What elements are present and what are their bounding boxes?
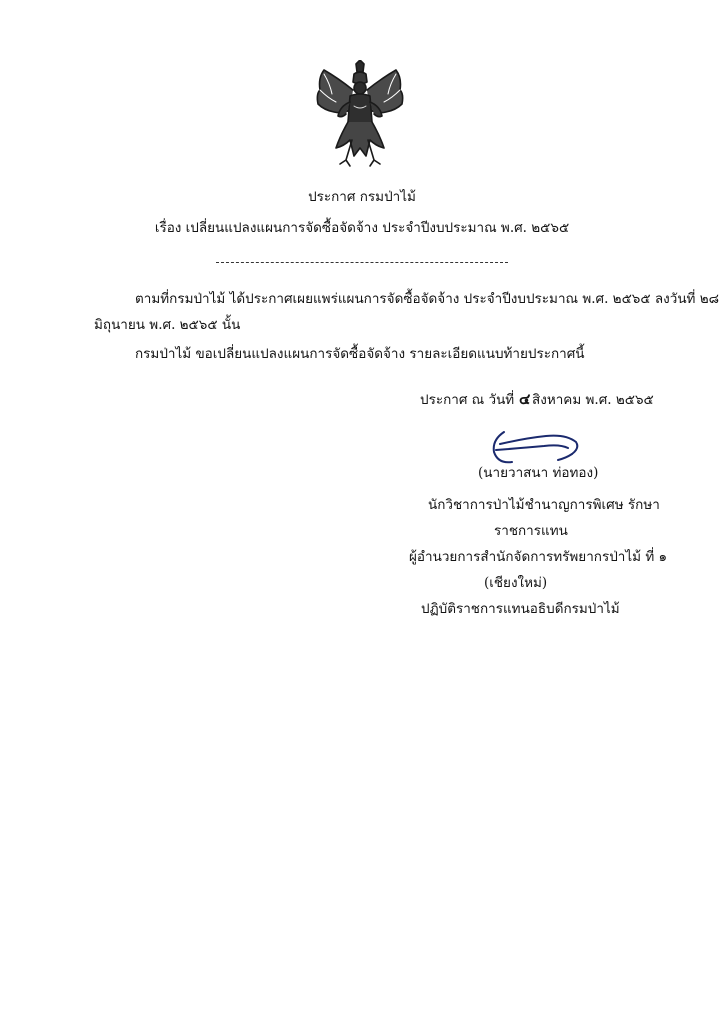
- garuda-emblem-icon: [310, 60, 410, 168]
- dashed-divider: [216, 262, 508, 263]
- signatory-position-line-2: ราชการแทน: [494, 523, 568, 539]
- signatory-name: (นายวาสนา ท่อทอง): [478, 465, 599, 481]
- handwritten-signature-icon: [486, 422, 582, 470]
- signatory-position-line-4: (เชียงใหม่): [484, 575, 548, 591]
- announcement-title: ประกาศ กรมป่าไม้: [308, 189, 416, 205]
- paragraph-1-line-1: ตามที่กรมป่าไม้ ได้ประกาศเผยแพร่แผนการจัดซื้อจัดจ้าง ประจำปีงบประมาณ พ.ศ. ๒๕๖๕ ลงวันที่ ๒๘: [135, 291, 720, 307]
- paragraph-1-line-2: มิถุนายน พ.ศ. ๒๕๖๕ นั้น: [94, 317, 241, 333]
- date-label: ประกาศ ณ วันที่: [420, 392, 515, 408]
- signatory-position-line-5: ปฏิบัติราชการแทนอธิบดีกรมป่าไม้: [421, 601, 620, 617]
- signatory-position-line-1: นักวิชาการป่าไม้ชำนาญการพิเศษ รักษา: [428, 497, 660, 513]
- paragraph-2: กรมป่าไม้ ขอเปลี่ยนแปลงแผนการจัดซื้อจัดจ้าง รายละเอียดแนบท้ายประกาศนี้: [135, 346, 585, 362]
- announcement-subject: เรื่อง เปลี่ยนแปลงแผนการจัดซื้อจัดจ้าง ประจำปีงบประมาณ พ.ศ. ๒๕๖๕: [154, 220, 570, 236]
- date-month-year: สิงหาคม พ.ศ. ๒๕๖๕: [532, 392, 654, 408]
- signatory-position-line-3: ผู้อำนวยการสำนักจัดการทรัพยากรป่าไม้ ที่ ๑: [409, 549, 668, 565]
- date-day: ๔: [519, 390, 531, 408]
